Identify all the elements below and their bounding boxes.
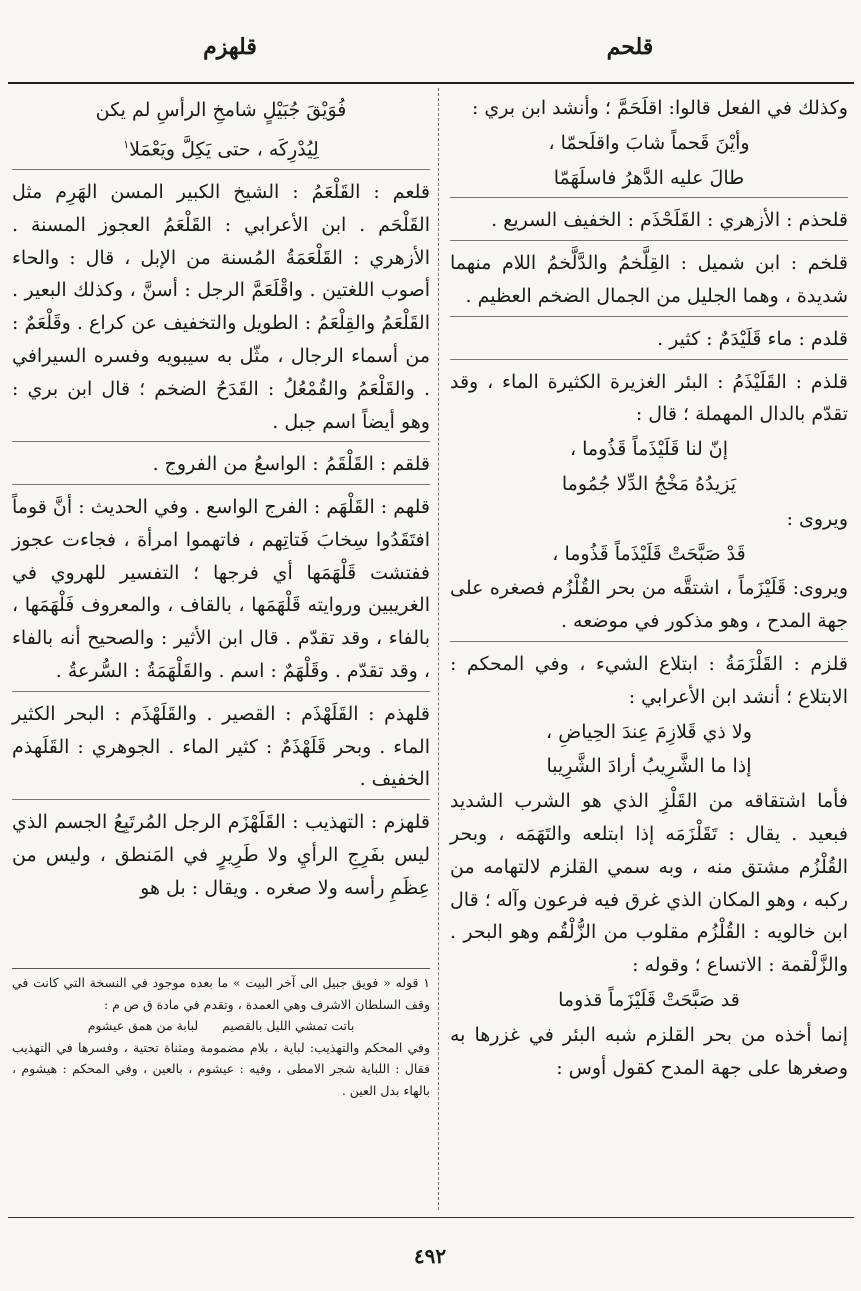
paragraph: وكذلك في الفعل قالوا: اقلَحَمَّ ؛ وأنشد ابن بري : bbox=[471, 97, 848, 119]
entry-separator bbox=[450, 197, 848, 198]
entry-qaldam: قلدم : ماء قَلَيْدَمٌ : كثير . bbox=[657, 327, 848, 350]
entry-separator bbox=[12, 441, 430, 442]
entry-separator bbox=[12, 799, 430, 800]
footer-rule bbox=[8, 1217, 854, 1218]
footnote-verse bbox=[12, 1015, 430, 1037]
left-column bbox=[12, 92, 430, 905]
footnote-verse-a: باتت تمشي الليل بالقصيم bbox=[222, 1018, 355, 1033]
entry-separator bbox=[450, 359, 848, 360]
verse-line: إذا ما الشَّرِيبُ أرادَ الشَّرِيبا bbox=[546, 755, 752, 778]
footnote-text: ١ قوله « فويق جبيل الى آخر البيت » ما بعده موجود في النسخة التي كانت في وقف السلطان الاشرف وهي العمدة ، وتقدم في مادة ق ص م : bbox=[12, 975, 430, 1012]
verse-line bbox=[12, 129, 430, 166]
page-number: ٤٩٢ bbox=[413, 1244, 447, 1268]
paragraph: ويروى: قَلَيْزَماً ، اشتقَّه من بحر القُلْزُم فصغره على جهة المدح ، وهو مذكور في موضعه . bbox=[450, 577, 848, 633]
verse-line: ولا ذي قَلازِمَ عِندَ الحِياضِ ، bbox=[546, 720, 752, 743]
footnote-verse-b: لبابة من همق عيشوم bbox=[87, 1018, 199, 1033]
entry-separator bbox=[12, 169, 430, 170]
footnote bbox=[12, 968, 430, 1101]
entry-qalam: قلعم : القَلْعَمُ : الشيخ الكبير المسن الهَرِم مثل القَلْحَم . ابن الأعرابي : القَلْعَمُ العجوز المسنة . الأزهري : القَلْعَمَةُ المُسنة من الإبل ، قال : والحاء أصوب اللغتين . واقْلَعَمَّ الرجل : أسنَّ ، وكذلك البعير . القَلْعَمُ والقِلْعَمُ : الطويل والتخفيف عن كراع . وقَلْعَمٌ : من أسماء الرجال ، مثّل به سيبويه وفسره السيرافي . والقَلْعَمُ والقُمْعُلُ : القَدَحُ الضخم ؛ قال ابن بري : وهو أيضاً اسم جبل . bbox=[12, 180, 430, 433]
entry-qalkham: قلخم : ابن شميل : القِلَّخمُ والدَّلَّخمُ اللام منهما شديدة ، وهما الجليل من الجمال الضخم العظيم . bbox=[450, 252, 848, 307]
header-rule bbox=[8, 82, 854, 84]
verse-line: قَدْ صَبَّحَتْ قَلَيْذَماً قَذُوما ، bbox=[552, 542, 746, 565]
entry-qalhadham-left: قلهذم : القَلَهْذَم : القصير . والقَلَهْذَم : البحر الكثير الماء . وبحر قَلَهْذَمٌ : كثير الماء . الجوهري : القَلَهذم الخفيف . bbox=[12, 702, 430, 791]
verse-line: وأيْنَ قَحماً شابَ واقلَحمّا ، bbox=[548, 131, 750, 154]
entry-separator bbox=[450, 316, 848, 317]
verse-line: طالَ عليه الدَّهرُ فاسلَهَمّا bbox=[553, 166, 745, 189]
entry-qaladham: قلذم : القَلَيْذَمُ : البئر الغزيرة الكثيرة الماء ، وقد تقدّم بالدال المهملة ؛ قال : bbox=[450, 370, 848, 426]
entry-qalhazam: قلهزم : التهذيب : القَلَهْزَم الرجل المُرتَبِعُ الجسم الذي ليس بفَرِجِ الرأيِ ولا طَرِيرٍ في المَنطق ، وليس من عِظَمِ رأسه ولا صغره . ويقال : بل هو bbox=[12, 811, 430, 899]
entry-separator bbox=[450, 240, 848, 241]
right-column bbox=[450, 92, 848, 1084]
header-left-keyword: قلهزم bbox=[203, 34, 257, 60]
footnote-text: وفي المحكم والتهذيب: لباية ، بلام مضمومة ومثناة تحتية ، وفسرها في التهذيب فقال : اللباية شجر الامطى ، وفيه : عيشوم ، بالعين ، وفي المحكم : هيشوم ، بالهاء بدل العين . bbox=[12, 1039, 430, 1098]
verse-line: فُوَيْقَ جُبَيْلٍ شامخِ الرأسِ لم يكن bbox=[95, 99, 347, 121]
footnote-ref: ١ bbox=[123, 137, 130, 151]
entry-qalqam: قلقم : القَلْقَمُ : الواسعُ من الفروج . bbox=[152, 453, 430, 476]
header-right-keyword: قلحم bbox=[606, 34, 654, 60]
entry-separator bbox=[12, 484, 430, 485]
paragraph: فأما اشتقاقه من القَلْزِ الذي هو الشرب الشديد فبعيد . يقال : تَقَلْزَمَه إذا ابتلعه والتَهَمَه ، وبحر القُلْزُم مشتق منه ، وبه سمي القلزم لالتهامه من ركبه ، وهو المكان الذي غرق فيه فرعون وآله ؛ قال ابن خالويه : القُلْزُم مقلوب من الزُّلْقُم وهو البحر . والزَّلْقمة : الاتساع ؛ وقوله : bbox=[450, 790, 848, 977]
entry-qalzam: قلزم : القَلْزَمَةُ : ابتلاع الشيء ، وفي المحكم : الابتلاع ؛ أنشد ابن الأعرابي : bbox=[450, 652, 848, 708]
entry-separator bbox=[450, 641, 848, 642]
entry-separator bbox=[12, 691, 430, 692]
verse-line: إنّ لنا قَلَيْذَماً قَذُوما ، bbox=[569, 438, 729, 461]
column-divider bbox=[438, 88, 439, 1210]
verse-line: قد صَبَّحَتْ قَلَيْزَماً قذوما bbox=[558, 988, 740, 1011]
entry-qalhadham: قلحذم : الأزهري : القَلَحْذَم : الخفيف السريع . bbox=[491, 209, 848, 232]
entry-qalham: قلهم : القَلْهَم : الفرج الواسع . وفي الحديث : أنَّ قوماً افتَقَدُوا سِخابَ فَتاتِهم ، فاتهموا امرأة ، فجاءت عجوز ففتشت قَلْهَمَها أي فرجها ؛ التفسير للهروي في الغريبين وروايته قَلْهَمَها ، بالقاف ، والمعروف فَلْهَمَها ، بالفاء ، وقد تقدّم . قال ابن الأثير : والصحيح أنه بالفاء ، وقد تقدّم . وقَلْهَمٌ : اسم . والقَلْهَمَةُ : السُّرعةُ . bbox=[12, 496, 430, 683]
verse-line: يَزيدُهُ مَخْجُ الدِّلا جُمُوما bbox=[561, 472, 737, 495]
paragraph: إنما أخذه من بحر القلزم شبه البئر في غزرها به وصغرها على جهة المدح كقول أوس : bbox=[450, 1023, 848, 1079]
verse-text: لِيُدْرِكَه ، حتى يَكِلَّ ويَعْمَلا bbox=[129, 138, 319, 161]
paragraph: ويروى : bbox=[786, 507, 848, 530]
